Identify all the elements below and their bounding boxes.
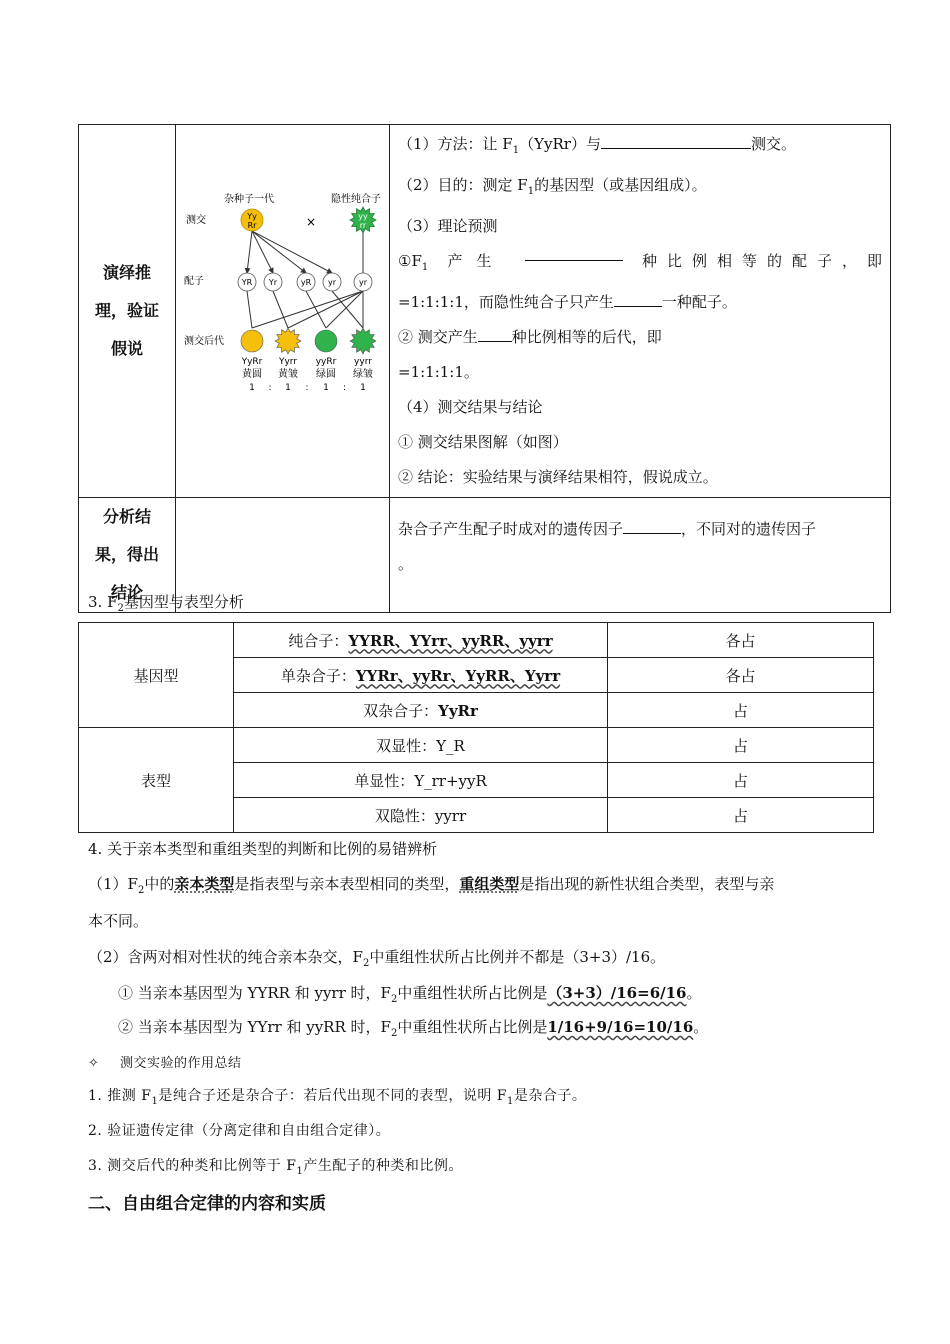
offspring-genotype: yyrr — [354, 357, 372, 367]
arrow-line — [252, 291, 363, 328]
summary-title: ✧ 测交实验的作用总结 — [88, 1056, 242, 1071]
summary-item-1: 1. 推测 $F_1$是纯合子还是杂合子：若后代出现不同的表型，说明 $F_1$是杂合子。 — [88, 1088, 587, 1107]
parent-hybrid-genotype: Yy — [247, 212, 257, 221]
summary-item-3: 3. 测交后代的种类和比例等于 $F_1$产生配子的种类和比例。 — [88, 1158, 463, 1177]
case2: ② 当亲本基因型为 YYrr 和 yyRR 时，$F_2$中重组性状所占比例是1/16+9/16=10/16。 — [118, 1018, 709, 1039]
testcross-diagram-cell — [176, 125, 390, 498]
label-gamete: 配子 — [184, 276, 204, 287]
row-single-dominant: 单显性：Y_rr+yyR — [234, 763, 608, 798]
blank-gamete-types[interactable] — [525, 244, 623, 261]
pred2-line: ② 测交产生 种比例相等的后代，即 — [398, 320, 882, 355]
arrow-line — [326, 291, 363, 328]
gamete-label: yr — [358, 278, 368, 287]
method-line: （1）方法：让 $F_1(YyRr)$与 测交。 — [398, 127, 882, 168]
case1: ① 当亲本基因型为 YYRR 和 yyrr 时，$F_2$中重组性状所占比例是（3+3）/16=6/16。 — [118, 984, 702, 1005]
label-offspring: 测交后代 — [184, 336, 224, 347]
parent-recessive-genotype: yy — [358, 212, 368, 221]
bullet-icon: ✧ — [88, 1056, 100, 1071]
summary-item-2: 2. 验证遗传定律（分离定律和自由组合定律）。 — [88, 1123, 391, 1139]
offspring-pea — [315, 330, 337, 352]
row-pure: 纯合子：YYRR、YYrr、yyRR、yyrr — [234, 623, 608, 658]
label-recessive: 隐性纯合子 — [331, 194, 381, 205]
arrow-line — [252, 231, 306, 273]
testcross-diagram — [176, 133, 389, 485]
label-line: 理，验证 — [94, 301, 159, 320]
pred1-cont-line: =1:1:1:1，而隐性纯合子只产生 一种配子。 — [398, 285, 882, 320]
blank-method[interactable] — [601, 132, 751, 149]
conclusion-cont-line: 。 — [398, 555, 414, 573]
offspring-phenotype: 绿皱 — [353, 369, 373, 380]
row-single-hetero: 单杂合子：YYRr、yyRr、YyRR、Yyrr — [234, 658, 608, 693]
genotype-phenotype-table — [78, 622, 874, 833]
offspring-ratio: 1 — [285, 383, 291, 393]
offspring-pea — [241, 330, 263, 352]
testcross-table — [78, 124, 891, 613]
offspring-phenotype: 绿圆 — [316, 369, 336, 380]
row-label-deduction — [79, 125, 176, 498]
genotype-label: 基因型 — [79, 623, 234, 728]
offspring-genotype: yyRr — [315, 357, 337, 367]
label-line: 演绎推 — [102, 263, 151, 282]
cross-sign: × — [306, 215, 317, 229]
offspring-phenotype: 黄皱 — [278, 369, 298, 380]
blank-segregation[interactable] — [623, 517, 681, 534]
label-line: 假说 — [110, 339, 143, 358]
result-line: （4）测交结果与结论 — [398, 398, 543, 416]
gamete-label: YR — [241, 278, 253, 287]
parent-recessive-genotype: rr — [359, 221, 367, 230]
gamete-label: Yr — [268, 278, 278, 287]
blank-offspring-types[interactable] — [478, 325, 512, 342]
label-line: 分析结 — [102, 507, 151, 526]
conclusion-content — [390, 498, 891, 613]
result2-line: ② 结论：实验结果与演绎结果相符，假说成立。 — [398, 468, 718, 486]
ratio-single-hetero: 各占 — [608, 658, 874, 693]
phenotype-label: 表型 — [79, 728, 234, 833]
para2: （2）含两对相对性状的纯合亲本杂交，$F_2$中重组性状所占比例并不都是（3+3）/16。 — [88, 948, 666, 969]
arrow-line — [247, 231, 252, 273]
section-heading-2: 二、自由组合定律的内容和实质 — [88, 1194, 326, 1214]
row-double-dominant: 双显性：Y_R — [234, 728, 608, 763]
offspring-pea — [275, 328, 301, 354]
parent-hybrid-genotype: Rr — [247, 221, 257, 230]
arrow-line — [247, 291, 252, 328]
pred1-line: $①F_1$ 产生 种比例相等的配子，即 — [398, 244, 882, 285]
arrow-line — [288, 291, 363, 328]
ratio-pure: 各占 — [608, 623, 874, 658]
deduction-content — [390, 125, 891, 498]
ratio-double-dominant: 占 — [608, 728, 874, 763]
ratio-double-hetero: 占 — [608, 693, 874, 728]
offspring-phenotype: 黄圆 — [242, 369, 262, 380]
section3-title: 3. $F_2$基因型与表型分析 — [88, 593, 244, 614]
offspring-ratio: 1 — [323, 383, 329, 393]
para1-cont: 本不同。 — [88, 912, 149, 930]
row-double-recessive: 双隐性：yyrr — [234, 798, 608, 833]
gamete-label: yr — [327, 278, 337, 287]
section4-title: 4. 关于亲本类型和重组类型的判断和比例的易错辨析 — [88, 840, 438, 858]
ratio-colon: : — [268, 383, 272, 393]
pred2-cont-line: =1:1:1:1。 — [398, 363, 479, 381]
offspring-genotype: Yyrr — [278, 357, 298, 367]
row-double-hetero: 双杂合子：YyRr — [234, 693, 608, 728]
offspring-ratio: 1 — [360, 383, 366, 393]
ratio-double-recessive: 占 — [608, 798, 874, 833]
offspring-ratio: 1 — [249, 383, 255, 393]
theory-line: （3）理论预测 — [398, 217, 498, 235]
offspring-pea — [350, 328, 376, 354]
label-testcross: 测交 — [186, 215, 206, 226]
label-hybrid: 杂种子一代 — [224, 194, 274, 205]
label-line: 果，得出 — [94, 545, 159, 564]
purpose-line: （2）目的：测定 $F_1$的基因型（或基因组成）。 — [398, 176, 707, 197]
ratio-colon: : — [305, 383, 309, 393]
arrow-line — [252, 231, 273, 273]
arrow-line — [273, 291, 288, 328]
result1-line: ① 测交结果图解（如图） — [398, 433, 568, 451]
arrow-line — [252, 231, 332, 273]
offspring-genotype: YyRr — [241, 357, 263, 367]
conclusion-line: 杂合子产生配子时成对的遗传因子 ，不同对的遗传因子 — [398, 512, 882, 547]
gamete-label: yR — [300, 278, 312, 287]
label-line: 结论 — [110, 583, 143, 602]
ratio-single-dominant: 占 — [608, 763, 874, 798]
para1: $(1)F_2$中的亲本类型是指表型与亲本表型相同的类型，重组类型是指出现的新性状组合类型，表型与亲 — [88, 875, 775, 896]
blank-recessive-gamete[interactable] — [614, 290, 662, 307]
ratio-colon: : — [342, 383, 347, 393]
